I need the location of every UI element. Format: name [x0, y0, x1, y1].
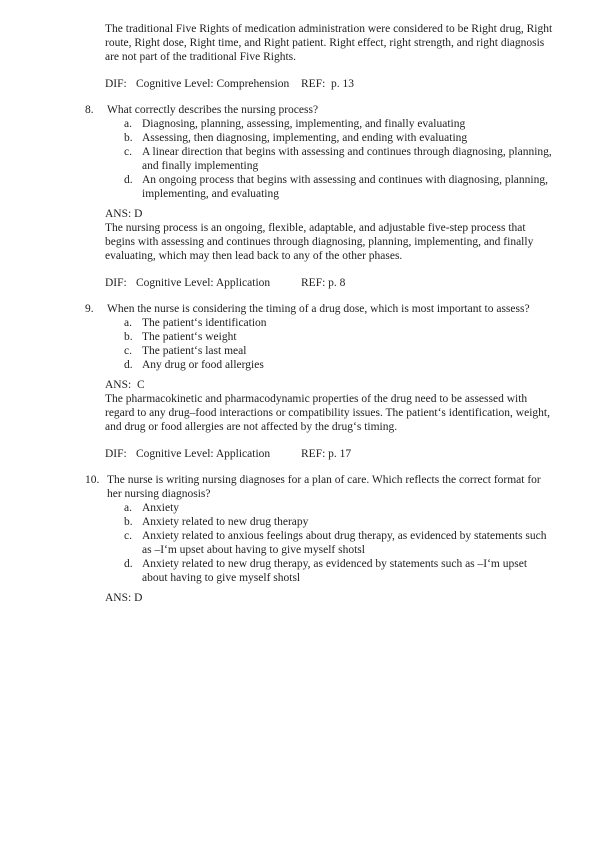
option-letter: c.: [124, 345, 132, 357]
option-row: [124, 173, 555, 201]
answer-line: ANS: D: [105, 592, 143, 604]
option-letter: d.: [124, 558, 133, 570]
dif-label: DIF:: [105, 78, 127, 90]
option-letter: c.: [124, 530, 132, 542]
answer-line: ANS: C: [105, 379, 145, 391]
dif-line: [105, 276, 555, 290]
option-text: Any drug or food allergies: [142, 359, 264, 371]
options-list: [124, 316, 555, 372]
question-head: [85, 103, 555, 117]
option-letter: d.: [124, 359, 133, 371]
option-text: Anxiety related to new drug therapy: [142, 516, 309, 528]
page-content: [85, 22, 555, 605]
question-number: 8.: [85, 104, 94, 116]
answer-line: ANS: D: [105, 208, 143, 220]
answer-rationale: The nursing process is an ongoing, flexible, adaptable, and adjustable five-step process that begins with assessing and continues through diagnosing, planning, implementing, and finally evaluating, which may then lead back to any of the other phases.: [105, 222, 534, 262]
option-row: [124, 131, 555, 145]
option-letter: c.: [124, 146, 132, 158]
dif-reference: REF: p. 13: [301, 78, 355, 90]
option-letter: b.: [124, 331, 133, 343]
option-text: Anxiety related to anxious feelings about drug therapy, as evidenced by statements such as –I‘m upset about having to give myself shotsl: [142, 530, 547, 556]
dif-reference: REF: p. 17: [301, 448, 352, 460]
question-8: [85, 103, 555, 290]
option-row: [124, 501, 555, 515]
option-letter: b.: [124, 132, 133, 144]
dif-cognitive-level: Cognitive Level: Application: [136, 448, 271, 460]
option-row: [124, 117, 555, 131]
option-row: [124, 344, 555, 358]
question-stem: The nurse is writing nursing diagnoses for a plan of care. Which reflects the correct format for her nursing diagnosis?: [107, 474, 541, 500]
option-text: Anxiety related to new drug therapy, as evidenced by statements such as –I‘m upset about having to give myself shotsl: [142, 558, 528, 584]
question-number: 10.: [85, 474, 100, 486]
question-head: [85, 473, 555, 501]
options-list: [124, 501, 555, 585]
question-number: 9.: [85, 303, 94, 315]
answer-rationale: The pharmacokinetic and pharmacodynamic properties of the drug need to be assessed with regard to any drug–food interactions or compatibility issues. The patient‘s identification, weight, and drug or food allergies are not affected by the drug‘s timing.: [105, 393, 550, 433]
dif-line: [105, 77, 555, 91]
option-row: [124, 515, 555, 529]
dif-label: DIF:: [105, 277, 127, 289]
option-text: The patient‘s identification: [142, 317, 267, 329]
option-text: Assessing, then diagnosing, implementing, and ending with evaluating: [142, 132, 468, 144]
option-row: [124, 557, 555, 585]
option-text: A linear direction that begins with assessing and continues through diagnosing, planning, and finally implementing: [142, 146, 552, 172]
question-9: [85, 302, 555, 461]
option-text: The patient‘s weight: [142, 331, 237, 343]
intro-rationale: The traditional Five Rights of medication administration were considered to be Right drug, Right route, Right dose, Right time, and Right patient. Right effect, right strength, and right diagnosis are not part of the traditional Five Rights.: [105, 23, 553, 63]
question-10: [85, 473, 555, 605]
option-text: Diagnosing, planning, assessing, implementing, and finally evaluating: [142, 118, 466, 130]
question-stem: What correctly describes the nursing process?: [107, 104, 319, 116]
option-row: [124, 145, 555, 173]
question-stem: When the nurse is considering the timing of a drug dose, which is most important to assess?: [107, 303, 530, 315]
option-letter: b.: [124, 516, 133, 528]
option-letter: d.: [124, 174, 133, 186]
dif-reference: REF: p. 8: [301, 277, 346, 289]
option-letter: a.: [124, 502, 132, 514]
options-list: [124, 117, 555, 201]
option-text: An ongoing process that begins with assessing and continues with diagnosing, planning, implementing, and evaluating: [142, 174, 548, 200]
option-text: Anxiety: [142, 502, 180, 514]
option-row: [124, 316, 555, 330]
option-letter: a.: [124, 118, 132, 130]
dif-cognitive-level: Cognitive Level: Comprehension: [136, 78, 290, 90]
dif-line: [105, 447, 555, 461]
dif-cognitive-level: Cognitive Level: Application: [136, 277, 271, 289]
option-letter: a.: [124, 317, 132, 329]
option-text: The patient‘s last meal: [142, 345, 247, 357]
dif-label: DIF:: [105, 448, 127, 460]
option-row: [124, 529, 555, 557]
option-row: [124, 330, 555, 344]
question-head: [85, 302, 555, 316]
option-row: [124, 358, 555, 372]
